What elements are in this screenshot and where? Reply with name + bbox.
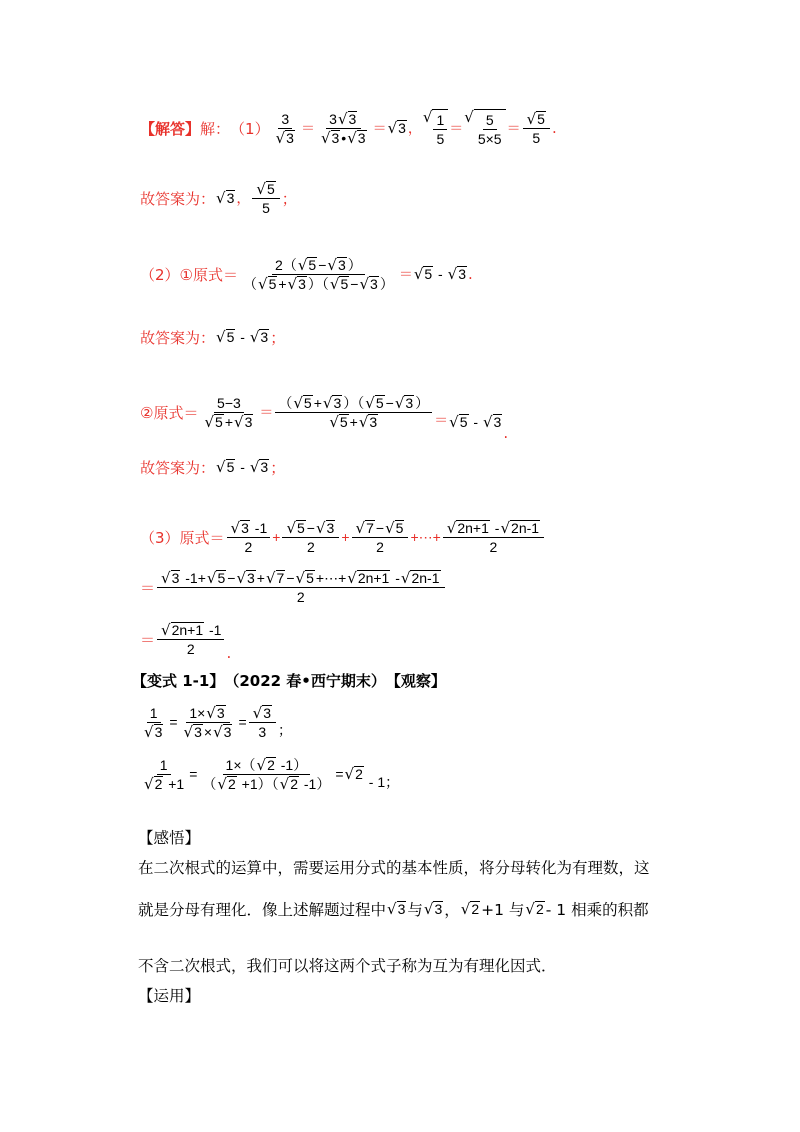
math-expression: √ 3 ， √ 5 5: [215, 181, 282, 216]
math-expression: 5−3 √ 5 + √ 3 ＝ （ √ 5 + √ 3 ）（ √ 5 − √ 3 ） √ 5 + √ 3 ＝ √ 5 - √ 3: [204, 393, 502, 431]
answer-line-2b: [140, 382, 508, 442]
period: .: [551, 119, 557, 137]
answer-result-1: [140, 170, 297, 226]
feel-paragraph-line-2: 就是分母有理化．像上述解题过程中 √ 3 与 √ 3 ， √ 2 +1 与 √ 2 - 1 相乘的积都: [138, 900, 649, 919]
circ-1-label: ①原式＝: [179, 265, 238, 284]
line2-part-d: +1 与: [481, 901, 525, 919]
variant-source: （2022 春•西宁期末）: [224, 671, 386, 690]
math-expression: √ 5 - √ 3: [216, 458, 269, 476]
answer-result-2a: [140, 322, 285, 352]
semicolon: ；: [281, 189, 297, 208]
math-expression: 3 √ 3 ＝ 3 √ 3 √ 3 • √ 3 ＝ √ 3 ， √ $\frac{1}{5}$ ＝ √ $\frac{5}{5\times 5}$ ＝ √ 5 5: [270, 109, 552, 147]
semicolon: ；: [270, 328, 286, 347]
feel-label: 【感悟】: [138, 829, 201, 847]
line2-part-b: 与: [407, 901, 423, 919]
answer-prefix: 故答案为：: [140, 189, 216, 208]
variant-title: 【变式 1-1】: [132, 671, 225, 690]
feel-paragraph-line-3: 不含二次根式，我们可以将这两个式子称为互为有理化因式．: [138, 957, 557, 975]
answer-prefix: 故答案为：: [140, 328, 216, 347]
part-2-label: （2）: [140, 265, 180, 284]
observe-line-1: [138, 700, 292, 744]
part-3-label: （3）原式＝: [140, 528, 225, 547]
circ-2-label: ②原式＝: [140, 403, 199, 422]
answer-jie: 解：: [200, 119, 231, 138]
part-1-label: （1）: [230, 119, 270, 138]
line2-part-a: 就是分母有理化．像上述解题过程中: [138, 901, 387, 919]
period: .: [467, 265, 473, 283]
answer-line-3b: ＝ √ 3 -1+ √ 5 − √ 3 + √ 7 − √ 5 +⋯+ √ 2n+1 - √ 2n-1 2: [140, 564, 447, 610]
math-expression: √ 5 - √ 3: [216, 328, 269, 346]
answer-prefix: 故答案为：: [140, 458, 216, 477]
math-expression: √ 3 -1+ √ 5 − √ 3 + √ 7 − √ 5 +⋯+ √ 2n+1 - √ 2n-1 2: [155, 570, 447, 605]
math-expression: √ 2n+1 -1 2: [155, 622, 226, 657]
math-expression: 1 √ 3 = 1× √ 3 √ 3 × √ 3 = √ 3 3 ；: [144, 703, 292, 741]
answer-line-3: [140, 514, 546, 560]
answer-result-2b: [140, 452, 285, 482]
math-expression: 1 √ 2 +1 = 1×（ √ 2 -1） （ √ 2 +1）（ √ 2 -1） = √ 2 - 1；: [144, 755, 400, 793]
answer-line-3c: ＝ √ 2n+1 -1 2 .: [140, 620, 232, 662]
line2-part-c: ，: [444, 901, 460, 919]
answer-line-2a: [140, 246, 473, 302]
math-expression: √ 3 -1 2 + √ 5 − √ 3 2 + √ 7 − √ 5 2 +⋯+ √ 2n+1 - √ 2n-1 2: [225, 520, 547, 555]
ellipsis-plus: +⋯+: [410, 528, 441, 545]
observe-line-2: [138, 752, 399, 796]
observe-label: 【观察】: [385, 671, 446, 690]
feel-paragraph-line-1: 在二次根式的运算中，需要运用分式的基本性质，将分母转化为有理数，这: [138, 859, 650, 877]
semicolon: ；: [270, 458, 286, 477]
line2-part-e: - 1 相乘的积都: [545, 901, 649, 919]
answer-line-1: [140, 100, 557, 156]
apply-label: 【运用】: [138, 987, 201, 1005]
period: .: [503, 424, 509, 442]
math-expression: 2（ √ 5 − √ 3 ） （ √ 5 + √ 3 ）（ √ 5 − √ 3 ） ＝ √ 5 - √ 3: [243, 255, 466, 293]
variant-header: [132, 668, 446, 692]
period: .: [226, 644, 232, 662]
answer-label: 【解答】: [140, 119, 201, 138]
